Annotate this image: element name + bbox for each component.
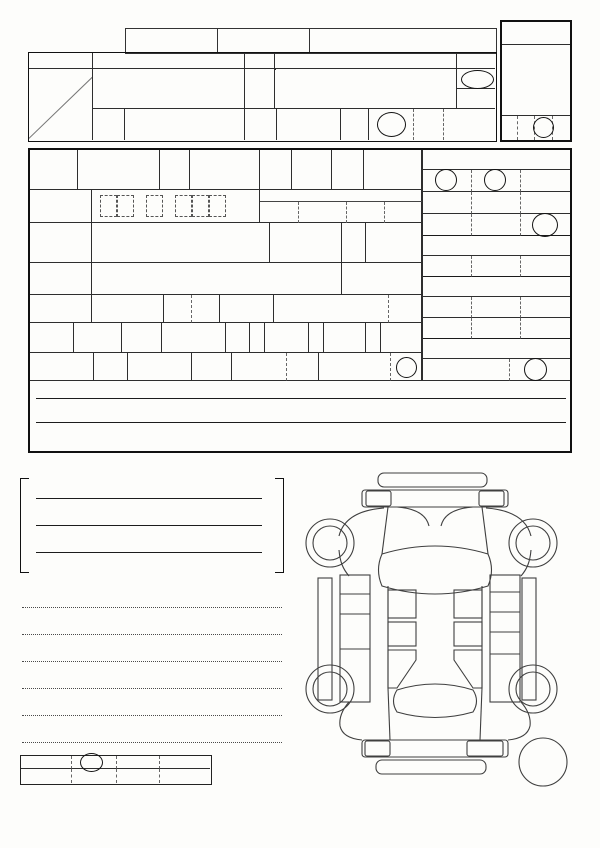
circle-abs: [532, 213, 558, 237]
rear-bumper-mark-box: [365, 741, 390, 756]
header-grade-label: [275, 53, 457, 69]
header-doors: [245, 53, 275, 69]
inspector-line: [22, 742, 282, 743]
mileage-option-unknown: [384, 202, 422, 223]
chassis-label: [30, 263, 92, 295]
registration-empty-2: [192, 295, 220, 323]
navi-type-title: [422, 277, 570, 297]
class-division-box: [218, 28, 310, 54]
circle-2wd: [461, 70, 494, 89]
fuel-diesel: [413, 109, 443, 140]
drive-4wd: [457, 89, 495, 109]
mirror-break: [159, 756, 210, 769]
tv-analog: [520, 256, 570, 277]
rear-window-panel: [388, 650, 416, 688]
registration-empty-1: [164, 295, 192, 323]
circle-ps: [435, 169, 457, 191]
rear-bumper: [362, 740, 508, 757]
capacity-label: [30, 323, 74, 353]
jack-none: [159, 769, 210, 783]
handle-label: [318, 353, 362, 381]
equipment-title: [422, 150, 570, 170]
front-left-wheel-inner: [313, 526, 347, 560]
inspector-line: [22, 715, 282, 716]
serial-box: [310, 28, 497, 54]
panel-divider: [422, 150, 423, 381]
recycle-amount-cell: [274, 295, 388, 323]
tv-type-title: [422, 236, 570, 256]
notes-bracket-right: [275, 478, 284, 573]
mileage-option-tampered: [346, 202, 384, 223]
width-cell: [324, 323, 366, 353]
navi-empty: [520, 318, 570, 339]
recycle-label: [220, 295, 274, 323]
mileage-digit-box: [117, 195, 134, 217]
import-division-label: [192, 353, 232, 381]
front-bumper-mark-box: [366, 491, 391, 506]
rear-lip: [376, 760, 486, 774]
equipment-airbag: [471, 214, 520, 236]
inspector-line: [22, 661, 282, 662]
shaken-label: [30, 150, 78, 190]
tv-oneseg: [471, 256, 520, 277]
fender-curve: [339, 508, 384, 536]
navi-hdd: [422, 297, 471, 318]
interior-color-label: [342, 223, 366, 263]
rear-right-wheel-inner: [516, 672, 550, 706]
interior-grade-c: [552, 116, 570, 140]
sales-point-line1: [36, 395, 566, 399]
header-drive: [457, 53, 495, 69]
front-right-wheel-inner: [516, 526, 550, 560]
circle-interior-b: [533, 117, 554, 138]
vehicle-table: [28, 52, 497, 142]
history-label: [160, 150, 190, 190]
mirror-tool-table: [20, 755, 212, 785]
navi-cd: [471, 318, 520, 339]
import-only-label: [30, 353, 94, 381]
import-parallel: [286, 353, 318, 381]
model-code-label: [93, 109, 125, 140]
navi-dvd-play: [422, 318, 471, 339]
circle-gasoline: [377, 112, 406, 137]
fender-curve: [508, 702, 530, 740]
load-label: [122, 323, 162, 353]
width-label: [309, 323, 324, 353]
exterior-color-label: [30, 223, 92, 263]
name-change-cell: [342, 263, 422, 295]
window-panel: [388, 622, 416, 646]
inspector-line: [22, 607, 282, 608]
mileage-digit-box: [209, 195, 226, 217]
fuel-label: [341, 109, 369, 140]
grade-cell: [275, 69, 457, 109]
equipment-sr: [520, 192, 570, 214]
registration-value: [92, 295, 164, 323]
model-year-label: [94, 353, 128, 381]
circle-vehicle-manual: [524, 358, 547, 381]
inspector-line: [22, 634, 282, 635]
doors-cell: [245, 69, 275, 109]
shaken-date-cell: [78, 150, 160, 190]
navi-sd: [520, 297, 570, 318]
interior-grade-a: [517, 116, 534, 140]
rear-deck-edge: [388, 688, 390, 740]
front-bumper-mark-box: [479, 491, 504, 506]
ac-value: [364, 150, 422, 190]
right-sill-strip: [522, 578, 536, 700]
capacity-cell: [74, 323, 122, 353]
dimensions-label: [226, 323, 250, 353]
height-cell: [381, 323, 422, 353]
equipment-leather: [471, 192, 520, 214]
rear-deck-edge: [480, 688, 482, 740]
header-first-reg: [29, 53, 93, 69]
interior-grade-label: [502, 116, 517, 140]
height-label: [366, 323, 381, 353]
color-cell: [92, 223, 270, 263]
mirror-crack: [116, 756, 159, 769]
equipment-navi: [422, 192, 471, 214]
car-name-cell: [93, 69, 245, 109]
load-cell: [162, 323, 226, 353]
note-item: [36, 549, 262, 553]
model-code-cell: [125, 109, 245, 140]
mileage-option-mile: [260, 202, 298, 223]
shift-value: [292, 150, 332, 190]
history-cell: [190, 150, 260, 190]
jack-label: [116, 769, 159, 783]
mileage-digit-box: [146, 195, 163, 217]
mileage-option-exchange: [298, 202, 346, 223]
inspector-line: [22, 688, 282, 689]
window-panel: [454, 590, 482, 618]
right-side-panel: [490, 575, 520, 702]
tool-label: [21, 769, 71, 783]
fender-curve: [486, 508, 531, 536]
fuel-other-paren: [443, 109, 495, 140]
registration-label: [30, 295, 92, 323]
hood-edge: [482, 507, 488, 554]
middle-form: [28, 148, 572, 453]
displacement-cell: [277, 109, 341, 140]
mileage-digit-box: [175, 195, 192, 217]
recycle-not-deposited: [388, 295, 422, 323]
left-sill-strip: [318, 578, 332, 700]
headlight: [441, 507, 473, 526]
note-item: [36, 495, 262, 499]
length-label: [250, 323, 265, 353]
diagonal-line: [29, 72, 93, 139]
equipment-aw: [422, 214, 471, 236]
window-panel: [454, 622, 482, 646]
shift-label: [260, 150, 292, 190]
type-designation-box: [125, 28, 218, 54]
sales-point-line2: [36, 419, 566, 423]
tv-fullseg: [422, 256, 471, 277]
circle-mirror-scratch: [80, 753, 103, 772]
circle-handle-right: [396, 357, 417, 378]
evaluation-score: [502, 45, 570, 116]
displacement-label: [245, 109, 277, 140]
color-no-cell: [270, 223, 342, 263]
interior-color-cell: [366, 223, 422, 263]
mileage-digit-box: [192, 195, 209, 217]
windshield: [379, 546, 492, 594]
mileage-digits-cell: [92, 190, 260, 223]
ac-label: [332, 150, 364, 190]
front-bumper: [362, 490, 508, 507]
navi-dvd: [471, 297, 520, 318]
mark-note: [260, 190, 422, 202]
window-panel: [388, 590, 416, 618]
rear-glass: [394, 684, 477, 718]
hood-edge: [382, 507, 388, 554]
headlight: [397, 507, 429, 526]
notes-bracket-left: [20, 478, 29, 573]
model-year-cell: [128, 353, 192, 381]
new-car-warranty: [422, 359, 509, 381]
later-shipment-title: [422, 339, 570, 359]
rear-bumper-mark-box: [467, 741, 503, 756]
handle-left: [362, 353, 390, 381]
door-mirror-label: [21, 756, 71, 769]
equipment-tv: [520, 170, 570, 192]
fender-curve: [340, 702, 362, 740]
mileage-label: [30, 190, 92, 223]
mileage-options-cell: [260, 190, 422, 223]
chassis-cell: [92, 263, 342, 295]
spare-tire: [519, 738, 567, 786]
fender-curve: [521, 550, 531, 576]
mileage-digit-box: [100, 195, 117, 217]
note-item: [36, 522, 262, 526]
import-dealer: [232, 353, 286, 381]
front-lip: [378, 473, 487, 487]
length-cell: [265, 323, 309, 353]
header-car-name: [93, 53, 245, 69]
evaluation-label: [502, 22, 570, 45]
rear-window-panel: [454, 650, 482, 688]
first-registration-cell: [29, 69, 93, 140]
car-damage-diagram: [285, 462, 585, 832]
circle-pw: [484, 169, 506, 191]
